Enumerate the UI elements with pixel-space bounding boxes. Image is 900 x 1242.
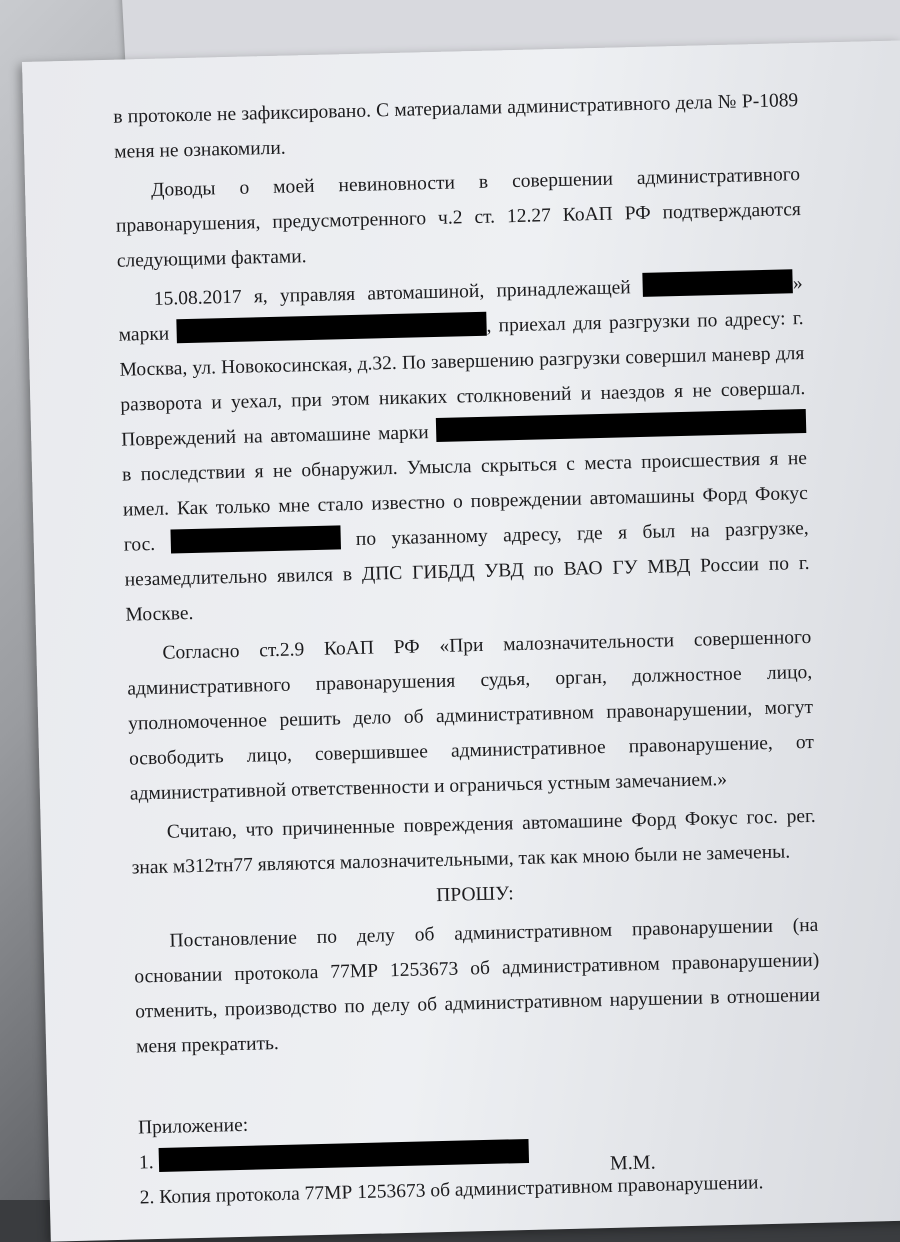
redaction-bar	[643, 269, 794, 297]
incident-text-part: 15.08.2017 я, управляя автомашиной, принадлежащей	[153, 277, 631, 310]
incident-text-part: в последствии я не обнаружил. Умысла скрыться с места происшествия я не имел. Как только мне стало известно о повреждении автомашины Форд Фокус гос.	[121, 447, 809, 556]
attachment-item-2: 2. Копия протокола 77МР 1253673 об административном правонарушении.	[139, 1172, 764, 1209]
paragraph-protocol-note: в протоколе не зафиксировано. С материалами административного дела № Р-1089 меня не ознакомили.	[113, 90, 799, 163]
signature-fragment: М.М.	[609, 1151, 656, 1175]
document-page	[22, 40, 900, 1241]
request-heading: ПРОШУ:	[436, 883, 514, 907]
incident-text-part: по указанному адресу, где я был на разгрузке, незамедлительно явился в ДПС ГИБДД УВД по ВАО ГУ МВД России по г. Москве.	[124, 517, 810, 626]
document-body	[113, 83, 825, 1215]
redaction-bar	[176, 312, 486, 344]
paragraph-request: Постановление по делу об административном правонарушении (на основании протокола 77МР 1253673 об административном правонарушении) отменить, производство по делу об административном нарушении в отношении меня прекратить.	[134, 914, 821, 1058]
attachments-label: Приложение:	[137, 1114, 249, 1139]
paragraph-innocence-arguments: Доводы о моей невиновности в совершении административного правонарушения, предусмотренного ч.2 ст. 12.27 КоАП РФ подтверждаются следующими фактами.	[115, 164, 802, 272]
incident-text-part: » марки	[118, 272, 803, 346]
paragraph-damage-assessment: Считаю, что причиненные повреждения автомашине Форд Фокус гос. рег. знак м312тн77 являются малозначительными, так как мною были не замечены.	[131, 805, 816, 879]
redaction-bar	[170, 525, 341, 553]
paragraph-incident-description	[117, 266, 810, 633]
incident-text-part: , приехал для разгрузки по адресу: г. Москва, ул. Новокосинская, д.32. По завершению разгрузки совершил маневр для разворота и уехал, при этом никаких столкновений и наездов я не совершал. Повреждений на автомашине марки	[119, 307, 806, 451]
redaction-bar	[158, 1139, 528, 1172]
paragraph-koap-quote: Согласно ст.2.9 КоАП РФ «При малозначительности совершенного административного правонарушения судья, орган, должностное лицо, уполномоченное решить дело об административном правонарушении, могут освободить лицо, совершившее административное правонарушение, от административной ответственности и ограничься устным замечанием.»	[127, 626, 815, 805]
attachment-item-number: 1.	[138, 1152, 154, 1174]
redaction-bar	[436, 409, 806, 442]
